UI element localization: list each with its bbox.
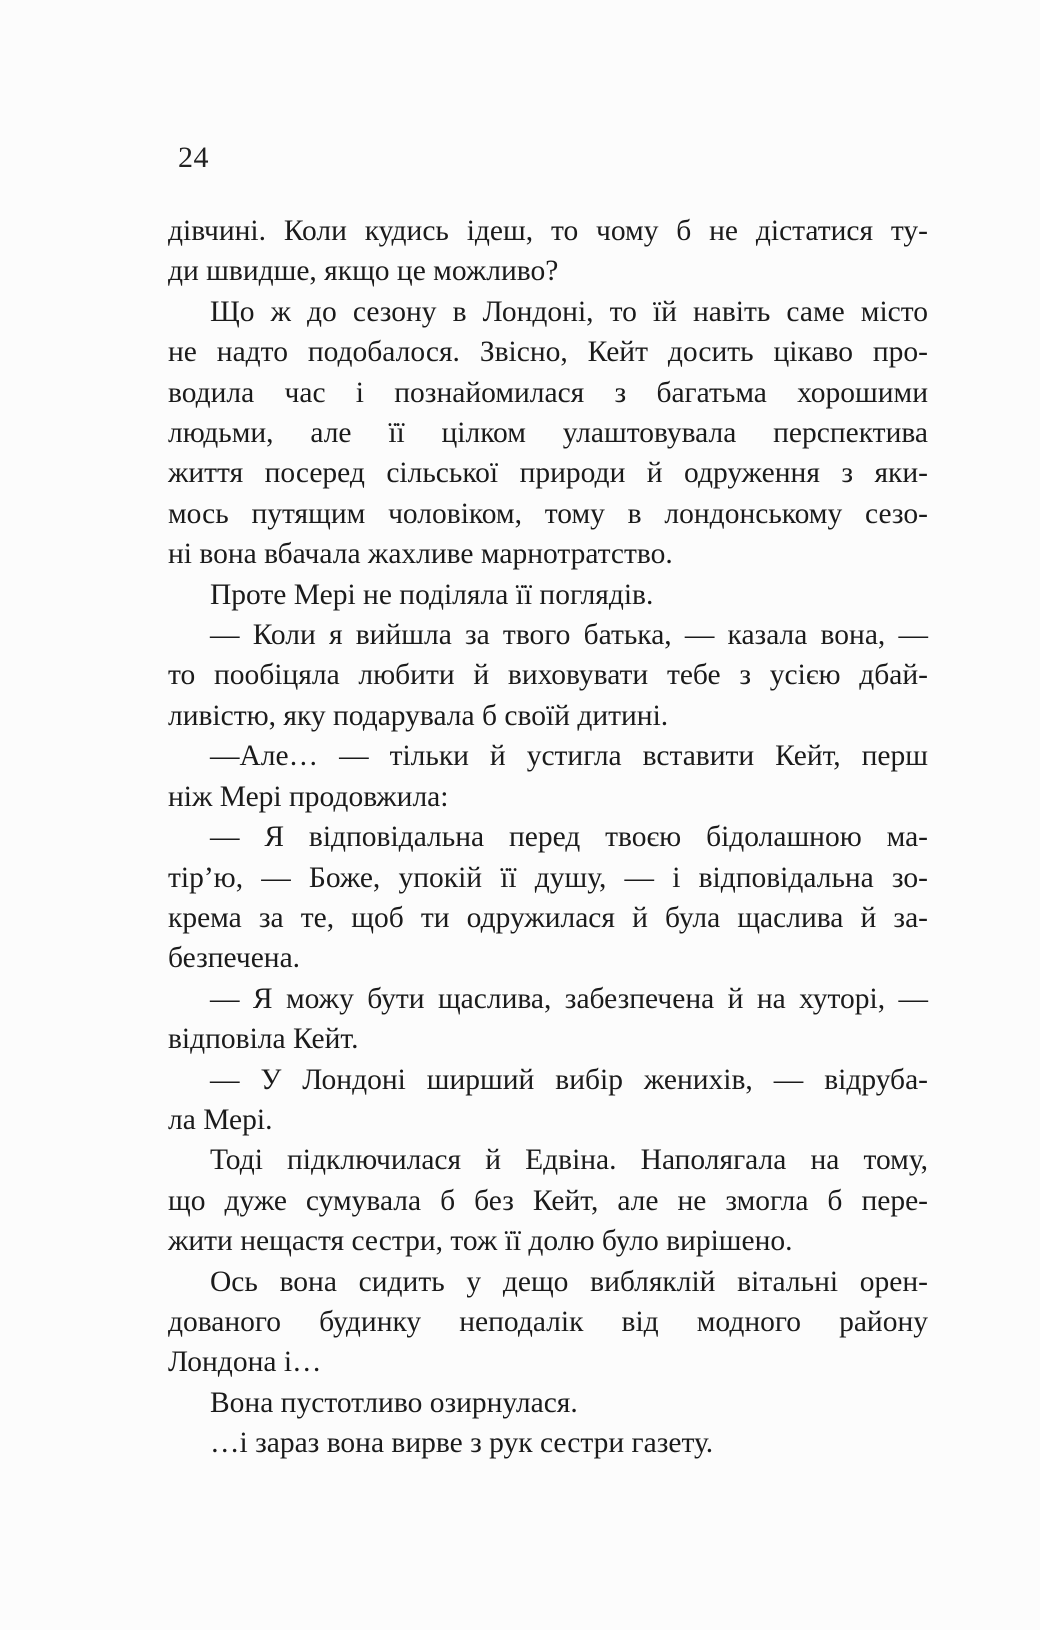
text-line: безпечена. — [168, 942, 301, 975]
text-line: Вона пустотливо озирнулася. — [210, 1386, 578, 1419]
text-line: — Я можу бути щаслива, забезпечена й на хуторі, — — [210, 982, 928, 1015]
text-line: Лондона і… — [168, 1346, 322, 1379]
text-line: ливістю, яку подарувала б своїй дитині. — [168, 699, 669, 732]
text-line: ла Мері. — [168, 1103, 273, 1136]
text-line: людьми, але її цілком улаштовувала перспектива — [168, 417, 928, 450]
text-line: ніж Мері продовжила: — [168, 780, 449, 813]
text-line: …і зараз вона вирве з рук сестри газету. — [210, 1427, 714, 1460]
paragraph — [168, 575, 928, 615]
text-line: життя посеред сільської природи й одруження з яки- — [168, 457, 928, 490]
text-line: то пообіцяла любити й виховувати тебе з усією дбай- — [168, 659, 928, 692]
paragraph — [168, 1262, 928, 1383]
page-number: 24 — [178, 141, 209, 174]
text-line: крема за те, щоб ти одружилася й була щаслива й за- — [168, 901, 928, 934]
paragraph — [168, 1383, 928, 1423]
text-line: Тоді підключилася й Едвіна. Наполягала на тому, — [210, 1144, 928, 1177]
text-line: Ось вона сидить у дещо вибляклій вітальні орен- — [210, 1265, 928, 1298]
paragraph — [168, 1140, 928, 1261]
text-line: тір’ю, — Боже, упокій її душу, — і відповідальна зо- — [168, 861, 928, 894]
text-line: — Коли я вийшла за твого батька, — казала вона, — — [210, 619, 928, 652]
text-line: дівчині. Коли кудись ідеш, то чому б не дістатися ту- — [168, 215, 928, 247]
text-line: — Я відповідальна перед твоєю бідолашною ма- — [210, 821, 928, 854]
paragraph — [168, 1423, 928, 1463]
paragraph — [168, 615, 928, 736]
text-line: мось путящим чоловіком, тому в лондонському сезо- — [168, 497, 928, 530]
paragraph — [168, 979, 928, 1060]
text-line: Проте Мері не поділяла її поглядів. — [210, 578, 654, 611]
text-line: що дуже сумувала б без Кейт, але не змогла б пере- — [168, 1184, 928, 1217]
text-line: — У Лондоні ширший вибір женихів, — відруба- — [210, 1063, 928, 1096]
text-line: не надто подобалося. Звісно, Кейт досить цікаво про- — [168, 336, 928, 369]
body-text — [168, 211, 928, 1464]
text-line: ні вона вбачала жахливе марнотратство. — [168, 538, 673, 571]
text-line: жити нещастя сестри, тож її долю було вирішено. — [168, 1225, 793, 1258]
text-line: відповіла Кейт. — [168, 1023, 359, 1056]
paragraph — [168, 817, 928, 979]
text-line: водила час і познайомилася з багатьма хорошими — [168, 376, 928, 409]
text-line: дованого будинку неподалік від модного району — [168, 1305, 928, 1338]
paragraph — [168, 292, 928, 575]
paragraph — [168, 736, 928, 817]
paragraph — [168, 211, 928, 292]
paragraph — [168, 1060, 928, 1141]
text-line: Що ж до сезону в Лондоні, то їй навіть саме місто — [210, 295, 928, 328]
text-line: —Але… — тільки й устигла вставити Кейт, перш — [210, 740, 928, 773]
text-line: ди швидше, якщо це можливо? — [168, 255, 559, 288]
